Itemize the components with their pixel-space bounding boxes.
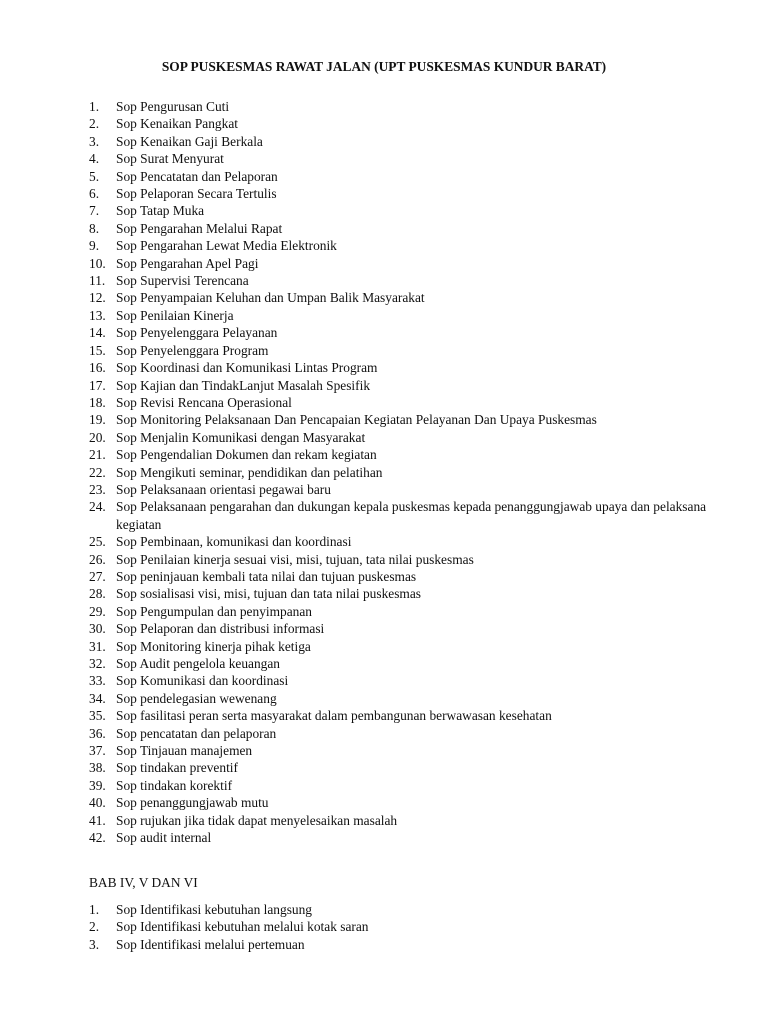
list-item xyxy=(89,690,726,707)
list-item xyxy=(89,812,726,829)
list-item xyxy=(89,707,726,724)
item-text: Sop Pengarahan Melalui Rapat xyxy=(116,220,283,236)
list-item xyxy=(89,359,726,376)
item-number: 10. xyxy=(89,255,106,271)
list-item xyxy=(89,411,726,428)
item-number: 19. xyxy=(89,412,106,428)
item-text: Sop Pelaksanaan pengarahan dan dukungan kepala puskesmas kepada penanggungjawab upaya dan pelaksana kegiatan xyxy=(116,499,707,532)
item-text: Sop Kajian dan TindakLanjut Masalah Spesifik xyxy=(116,377,371,393)
list-item xyxy=(89,498,726,533)
item-number: 18. xyxy=(89,394,106,410)
item-text: Sop Pengarahan Lewat Media Elektronik xyxy=(116,238,337,254)
item-number: 11. xyxy=(89,273,106,289)
item-text: Sop pendelegasian wewenang xyxy=(116,690,277,706)
item-text: Sop Monitoring Pelaksanaan Dan Pencapaian Kegiatan Pelayanan Dan Upaya Puskesmas xyxy=(116,412,597,428)
item-number: 38. xyxy=(89,760,106,776)
item-text: Sop Supervisi Terencana xyxy=(116,273,249,289)
list-item xyxy=(89,202,726,219)
list-item xyxy=(89,255,726,272)
list-item xyxy=(89,742,726,759)
item-text: Sop Kenaikan Gaji Berkala xyxy=(116,133,263,149)
item-number: 30. xyxy=(89,621,106,637)
list-item xyxy=(89,377,726,394)
item-text: Sop Mengikuti seminar, pendidikan dan pelatihan xyxy=(116,464,383,480)
item-number: 5. xyxy=(89,168,100,184)
list-item xyxy=(89,220,726,237)
list-item xyxy=(89,638,726,655)
item-text: Sop tindakan preventif xyxy=(116,760,238,776)
item-number: 39. xyxy=(89,777,106,793)
item-text: Sop Komunikasi dan koordinasi xyxy=(116,673,289,689)
item-number: 21. xyxy=(89,447,106,463)
item-text: Sop Identifikasi kebutuhan langsung xyxy=(116,902,312,917)
list-item xyxy=(89,342,726,359)
list-item xyxy=(89,115,726,132)
item-text: Sop fasilitasi peran serta masyarakat dalam pembangunan berwawasan kesehatan xyxy=(116,708,552,724)
item-number: 24. xyxy=(89,499,106,515)
list-item xyxy=(89,481,726,498)
list-item xyxy=(89,446,726,463)
list-item xyxy=(89,936,726,953)
item-text: Sop Audit pengelola keuangan xyxy=(116,656,281,671)
list-item xyxy=(89,185,726,202)
item-text: Sop peninjauan kembali tata nilai dan tujuan puskesmas xyxy=(116,568,417,584)
item-number: 7. xyxy=(89,203,100,219)
list-item xyxy=(89,672,726,689)
item-number: 14. xyxy=(89,325,106,341)
item-text: Sop Pengarahan Apel Pagi xyxy=(116,255,259,271)
item-number: 27. xyxy=(89,568,106,584)
list-item xyxy=(89,568,726,585)
sop-list xyxy=(89,98,726,846)
item-number: 17. xyxy=(89,377,106,393)
item-number: 4. xyxy=(89,151,100,167)
item-number: 42. xyxy=(89,830,106,846)
item-text: Sop Penilaian Kinerja xyxy=(116,307,234,323)
item-text: Sop Kenaikan Pangkat xyxy=(116,116,238,132)
list-item xyxy=(89,533,726,550)
item-number: 28. xyxy=(89,586,106,602)
item-number: 26. xyxy=(89,551,106,567)
list-item xyxy=(89,585,726,602)
item-number: 12. xyxy=(89,290,106,306)
list-item xyxy=(89,98,726,115)
item-text: Sop Menjalin Komunikasi dengan Masyarakat xyxy=(116,429,366,445)
item-text: Sop pencatatan dan pelaporan xyxy=(116,725,277,741)
item-text: Sop Pencatatan dan Pelaporan xyxy=(116,168,278,184)
item-text: Sop Koordinasi dan Komunikasi Lintas Program xyxy=(116,360,378,376)
list-item xyxy=(89,324,726,341)
item-number: 41. xyxy=(89,812,106,828)
item-text: Sop Penyampaian Keluhan dan Umpan Balik Masyarakat xyxy=(116,290,425,306)
item-text: Sop Penilaian kinerja sesuai visi, misi, tujuan, tata nilai puskesmas xyxy=(116,551,474,567)
item-text: Sop rujukan jika tidak dapat menyelesaikan masalah xyxy=(116,812,398,828)
item-number: 29. xyxy=(89,603,106,619)
item-text: Sop audit internal xyxy=(116,830,212,846)
list-item xyxy=(89,603,726,620)
item-text: Sop Pelaporan dan distribusi informasi xyxy=(116,621,325,637)
item-number: 13. xyxy=(89,307,106,323)
list-item xyxy=(89,289,726,306)
item-number: 31. xyxy=(89,638,106,654)
list-item xyxy=(89,168,726,185)
item-number: 36. xyxy=(89,725,106,741)
item-number: 35. xyxy=(89,708,106,724)
list-item xyxy=(89,150,726,167)
item-number: 1. xyxy=(89,902,100,917)
list-item xyxy=(89,133,726,150)
list-item xyxy=(89,759,726,776)
item-number: 23. xyxy=(89,481,106,497)
item-text: Sop Pelaksanaan orientasi pegawai baru xyxy=(116,481,331,497)
item-text: Sop Pengumpulan dan penyimpanan xyxy=(116,603,312,619)
item-text: Sop Monitoring kinerja pihak ketiga xyxy=(116,638,311,654)
item-number: 9. xyxy=(89,238,100,254)
list-item xyxy=(89,464,726,481)
item-text: Sop Tinjauan manajemen xyxy=(116,743,253,759)
item-number: 37. xyxy=(89,743,106,759)
section-heading: BAB IV, V DAN VI xyxy=(89,875,198,890)
item-number: 20. xyxy=(89,429,106,445)
item-text: Sop Pelaporan Secara Tertulis xyxy=(116,186,277,202)
list-item xyxy=(89,918,726,935)
item-number: 2. xyxy=(89,116,100,132)
list-item xyxy=(89,655,726,672)
item-number: 3. xyxy=(89,133,100,149)
list-item xyxy=(89,901,726,918)
list-item xyxy=(89,725,726,742)
item-number: 33. xyxy=(89,673,106,689)
item-number: 25. xyxy=(89,534,106,550)
item-number: 15. xyxy=(89,342,106,358)
item-text: Sop Pengendalian Dokumen dan rekam kegiatan xyxy=(116,447,377,463)
item-text: Sop Revisi Rencana Operasional xyxy=(116,394,292,410)
item-number: 6. xyxy=(89,186,100,202)
item-text: Sop penanggungjawab mutu xyxy=(116,795,269,811)
item-text: Sop Surat Menyurat xyxy=(116,151,224,167)
item-number: 8. xyxy=(89,220,100,236)
item-number: 22. xyxy=(89,464,106,480)
item-number: 40. xyxy=(89,795,106,811)
list-item xyxy=(89,794,726,811)
item-number: 3. xyxy=(89,936,100,952)
item-text: Sop Tatap Muka xyxy=(116,203,205,219)
list-item xyxy=(89,551,726,568)
item-text: Sop tindakan korektif xyxy=(116,777,233,793)
document-title: SOP PUSKESMAS RAWAT JALAN (UPT PUSKESMAS KUNDUR BARAT) xyxy=(161,59,607,74)
item-text: Sop Pembinaan, komunikasi dan koordinasi xyxy=(116,534,352,550)
item-text: Sop Penyelenggara Pelayanan xyxy=(116,325,278,341)
item-number: 1. xyxy=(89,99,100,114)
list-item xyxy=(89,237,726,254)
list-item xyxy=(89,620,726,637)
item-text: Sop Identifikasi kebutuhan melalui kotak saran xyxy=(116,919,369,935)
item-number: 32. xyxy=(89,656,106,671)
bab-sop-list xyxy=(89,901,726,953)
item-number: 34. xyxy=(89,690,106,706)
item-text: Sop sosialisasi visi, misi, tujuan dan tata nilai puskesmas xyxy=(116,586,421,602)
item-text: Sop Identifikasi melalui pertemuan xyxy=(116,936,305,952)
list-item xyxy=(89,272,726,289)
list-item xyxy=(89,777,726,794)
list-item xyxy=(89,394,726,411)
list-item xyxy=(89,829,726,846)
item-number: 2. xyxy=(89,919,100,935)
list-item xyxy=(89,307,726,324)
item-text: Sop Penyelenggara Program xyxy=(116,342,269,358)
item-number: 16. xyxy=(89,360,106,376)
item-text: Sop Pengurusan Cuti xyxy=(116,99,230,114)
list-item xyxy=(89,429,726,446)
